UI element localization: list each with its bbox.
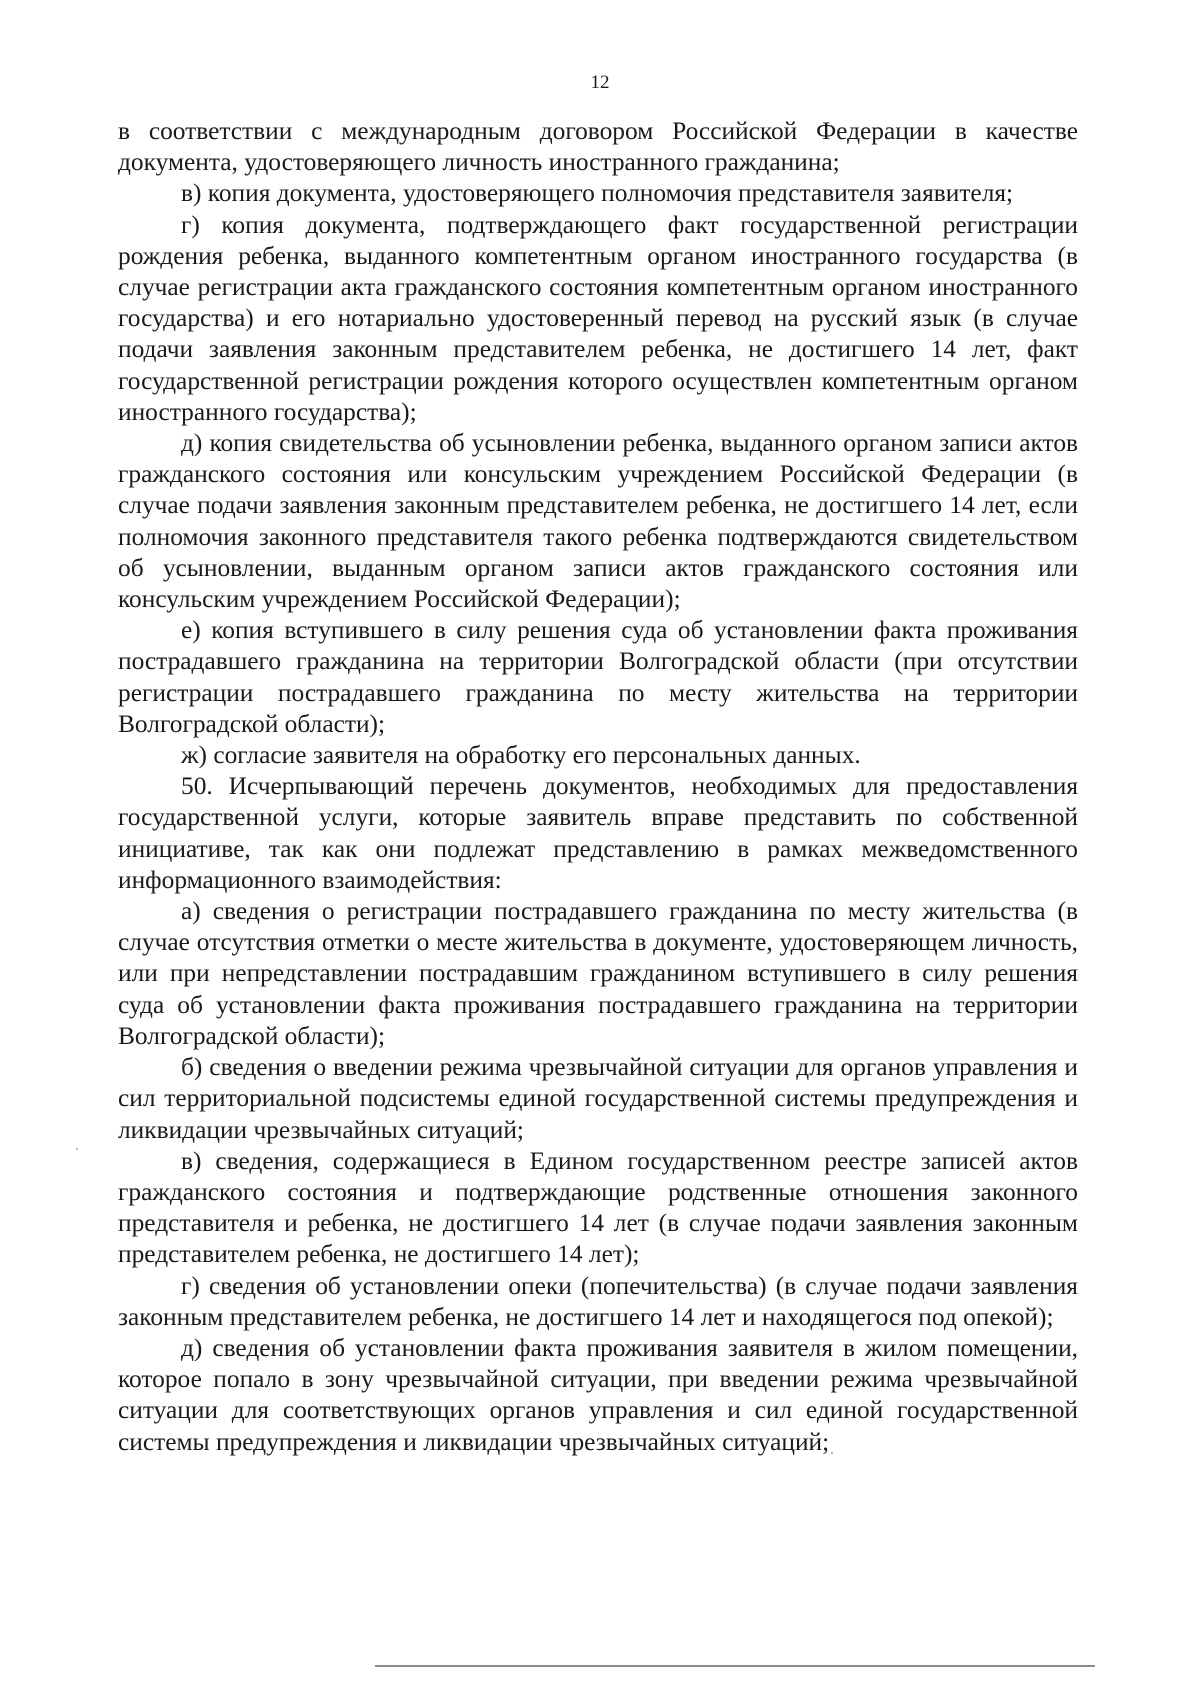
paragraph-50-item-d: д) сведения об установлении факта проживания заявителя в жилом помещении, которое попало в зону чрезвычайной ситуации, при введении режима чрезвычайной ситуации для соответствующих органов управления и сил единой государственной системы предупреждения и ликвидации чрезвычайных ситуаций; xyxy=(118,1333,1078,1456)
paragraph-50-item-b: б) сведения о введении режима чрезвычайной ситуации для органов управления и сил территориальной подсистемы единой государственной системы предупреждения и ликвидации чрезвычайных ситуаций; xyxy=(118,1053,1078,1144)
paragraph-item-g: г) копия документа, подтверждающего факт государственной регистрации рождения ребенка, выданного компетентным органом иностранного государства (в случае регистрации акта гражданского состояния компетентным органом иностранного государства) и его нотариально удостоверенный перевод на русский язык (в случае подачи заявления законным представителем ребенка, не достигшего 14 лет, факт государственной регистрации рождения которого осуществлен компетентным органом иностранного государства); xyxy=(118,210,1078,426)
document-body xyxy=(118,116,1078,1458)
paragraph-50-item-g: г) сведения об установлении опеки (попечительства) (в случае подачи заявления законным представителем ребенка, не достигшего 14 лет и находящегося под опекой); xyxy=(118,1271,1078,1331)
paragraph-item-e: е) копия вступившего в силу решения суда об установлении факта проживания пострадавшего гражданина на территории Волгоградской области (при отсутствии регистрации пострадавшего гражданина по месту жительства на территории Волгоградской области); xyxy=(118,616,1078,738)
page-number: 12 xyxy=(590,72,610,93)
paragraph-50-item-v: в) сведения, содержащиеся в Едином государственном реестре записей актов гражданского состояния и подтверждающие родственные отношения законного представителя и ребенка, не достигшего 14 лет (в случае подачи заявления законным представителем ребенка, не достигшего 14 лет); xyxy=(118,1146,1078,1269)
paragraph-continuation: в соответствии с международным договором Российской Федерации в качестве документа, удостоверяющего личность иностранного гражданина; xyxy=(118,117,1078,177)
scan-speck xyxy=(76,1148,78,1150)
paragraph-50-item-a: а) сведения о регистрации пострадавшего гражданина по месту жительства (в случае отсутствия отметки о месте жительства в документе, удостоверяющем личность, или при непредставлении пострадавшим гражданином вступившего в силу решения суда об установлении факта проживания пострадавшего гражданина на территории Волгоградской области); xyxy=(118,897,1078,1050)
scan-edge-line xyxy=(375,1665,1095,1667)
paragraph-item-d: д) копия свидетельства об усыновлении ребенка, выданного органом записи актов гражданского состояния или консульским учреждением Российской Федерации (в случае подачи заявления законным представителем ребенка, не достигшего 14 лет, если полномочия законного представителя такого ребенка подтверждаются свидетельством об усыновлении, выданным органом записи актов гражданского состояния или консульским учреждением Российской Федерации); xyxy=(118,429,1078,614)
paragraph-section-50: 50. Исчерпывающий перечень документов, необходимых для предоставления государственной услуги, которые заявитель вправе представить по собственной инициативе, так как они подлежат представлению в рамках межведомственного информационного взаимодействия: xyxy=(118,772,1078,894)
scan-speck xyxy=(831,1452,833,1454)
paragraph-item-zh: ж) согласие заявителя на обработку его персональных данных. xyxy=(181,741,861,770)
paragraph-item-v: в) копия документа, удостоверяющего полномочия представителя заявителя; xyxy=(181,179,1014,208)
